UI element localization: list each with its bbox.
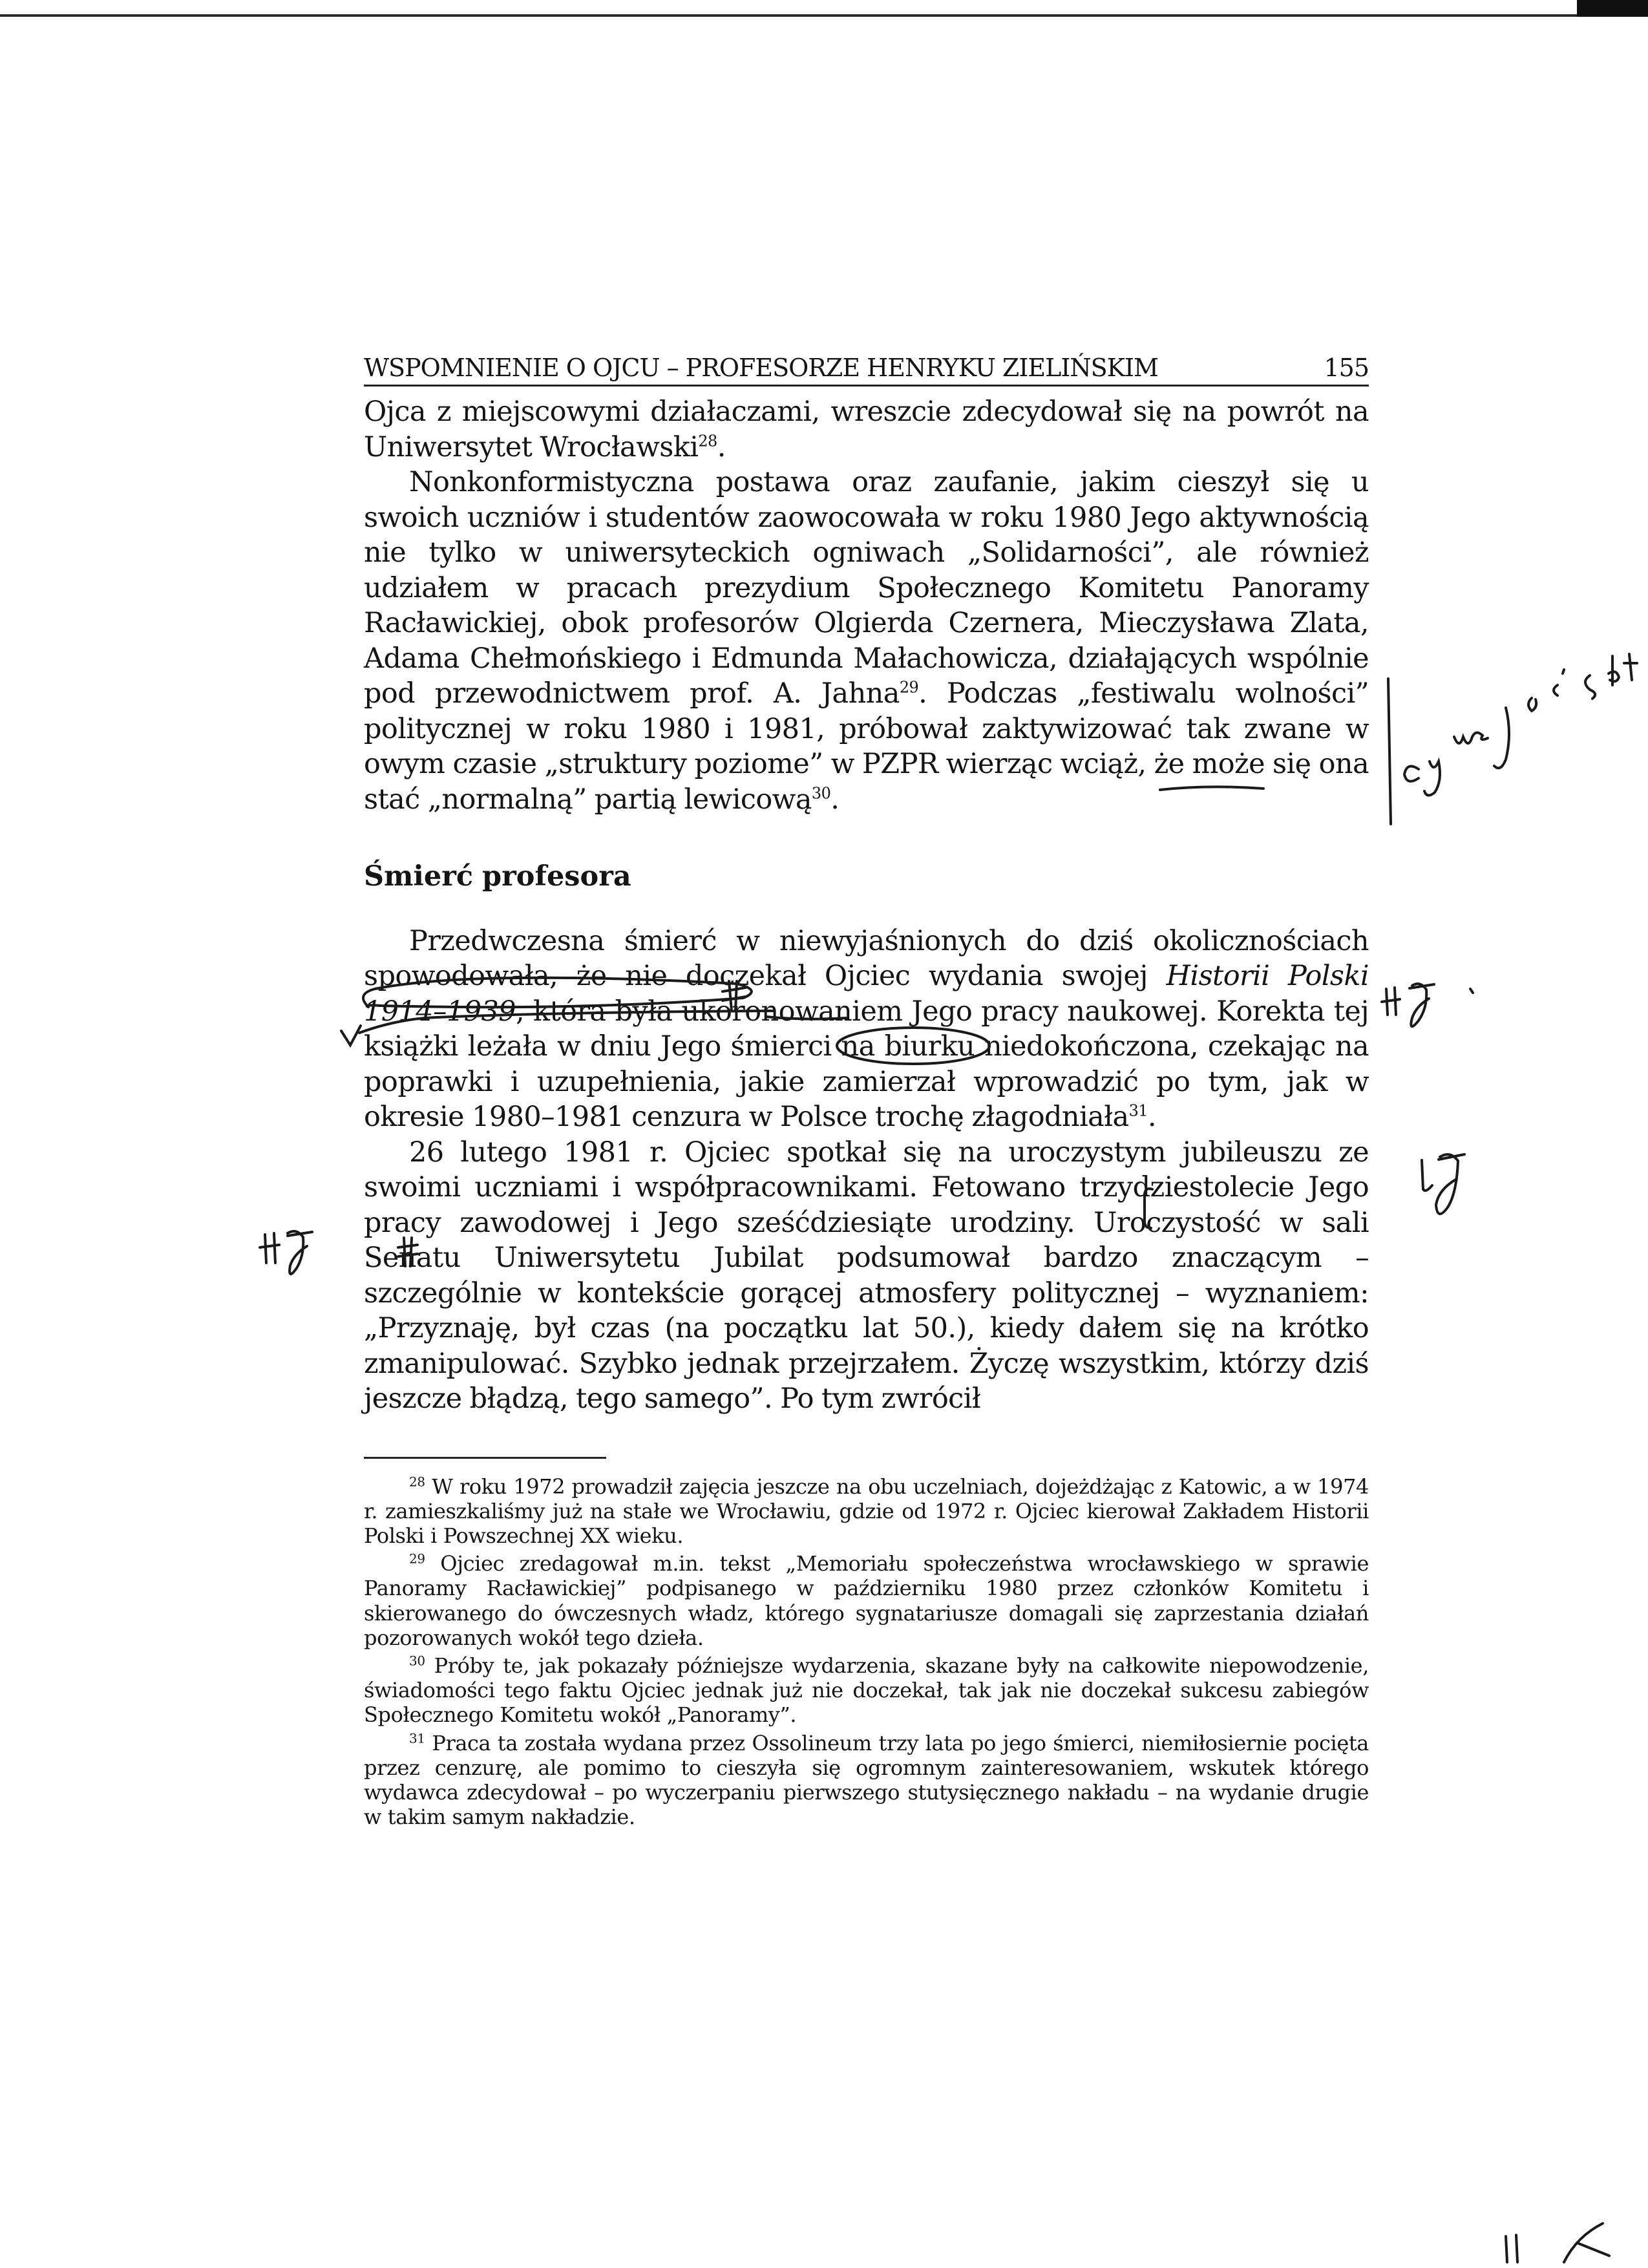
footnote-31 [364, 1731, 1369, 1830]
footnote-text: Próby te, jak pokazały późniejsze wydarzenia, skazane były na całkowite niepowodzenie, świadomości tego faktu Ojciec jednak już nie doczekał, tak jak nie doczekał sukcesu zabiegów Społecznego Komitetu wokół „Panoramy”. [364, 1653, 1369, 1728]
scan-top-right-shadow [1577, 0, 1648, 17]
margin-mark-j-right [1422, 1154, 1464, 1214]
paragraph-4: 26 lutego 1981 r. Ojciec spotkał się na uroczystym jubileuszu ze swoimi uczniami i współpracownikami. Fetowano trzydziestolecie Jego pracy zawodowej i Jego sześćdziesiąte urodziny. Uroczystość w sali Senatu Uniwersytetu Jubilat podsumował bardzo znaczącym – szczególnie w kontekście gorącej atmosfery politycznej – wyznaniem: „Przyznaję, był czas (na początku lat 50.), kiedy dałem się na krótko zmanipulować. Szybko jednak przejrzałem. Życzę wszystkim, którzy dziś jeszcze błądzą, tego samego”. Po tym zwrócił [364, 1136, 1369, 1415]
paragraph-2-text-a: Nonkonformistyczna postawa oraz zaufanie, jakim cieszył się u swoich uczniów i studentów zaowocowała w roku 1980 Jego aktywnością nie tylko w uniwersyteckich ogniwach „Solidarności”, ale również udziałem w pracach prezydium Społecznego Komitetu Panoramy Racławickiej, obok profesorów Olgierda Czernera, Mieczysława Zlata, Adama Chełmońskiego i Edmunda Małachowicza, działających wspólnie pod przewodnictwem prof. A. Jahna [364, 466, 1369, 710]
scan-top-edge-line [0, 14, 1648, 17]
footnote-number: 30 [409, 1653, 425, 1669]
paragraph-3-text-b: , która była ukoronowaniem Jego pracy naukowej. Korekta tej książki leżała w dniu Jego śmierci na biurku niedokończona, czekając na poprawki i uzupełnienia, jakie zamierzał wprowadzić po tym, jak w okresie 1980–1981 cenzura w Polsce trochę złagodniała [364, 995, 1369, 1133]
footnote-separator [364, 1457, 606, 1459]
paragraph-3-text-a: Przedwczesna śmierć w niewyjaśnionych do dziś okolicznościach spowodowała, że nie doczekał Ojciec wydania swojej [364, 924, 1369, 992]
paragraph-1 [364, 394, 1369, 465]
footnote-number: 28 [409, 1473, 425, 1489]
footnote-number: 31 [409, 1730, 425, 1746]
footnote-29 [364, 1551, 1369, 1650]
margin-mark-hj-right [1382, 984, 1473, 1026]
page-number: 155 [1324, 354, 1369, 382]
footnote-ref-29: 29 [899, 678, 919, 697]
paragraph-2 [364, 465, 1369, 817]
footnote-28 [364, 1474, 1369, 1549]
main-text [364, 394, 1369, 1417]
corner-scribble [1506, 2223, 1609, 2262]
footnote-30 [364, 1653, 1369, 1728]
footnote-ref-31: 31 [1128, 1101, 1148, 1120]
running-title: WSPOMNIENIE O OJCU – PROFESORZE HENRYKU ZIELIŃSKIM [364, 354, 1158, 382]
paragraph-1-end: . [717, 430, 726, 463]
footnote-ref-30: 30 [811, 784, 831, 803]
running-header [364, 346, 1369, 387]
section-title: Śmierć profesora [364, 860, 631, 893]
footnote-text: Praca ta została wydana przez Ossolineum trzy lata po jego śmierci, niemiłosiernie pocięta przez cenzurę, ale pomimo to cieszyła się ogromnym zainteresowaniem, wskutek którego wydawca zdecydował – po wyczerpaniu pierwszego stutysięcznego nakładu – na wydanie drugie w takim samym nakładzie. [364, 1730, 1369, 1830]
footnote-text: Ojciec zredagował m.in. tekst „Memoriału społeczeństwa wrocławskiego w sprawie Panoramy Racławickiej” podpisanego w październiku 1980 przez członków Komitetu i skierowanego do ówczesnych władz, którego sygnatariusze domagali się zaprzestania działań pozorowanych wokół tego dzieła. [364, 1551, 1369, 1650]
paragraph-1-text: Ojca z miejscowymi działaczami, wreszcie zdecydował się na powrót na Uniwersytet Wrocławski [364, 396, 1369, 463]
footnote-text: W roku 1972 prowadził zajęcia jeszcze na obu uczelniach, dojeżdżając z Katowic, a w 1974 r. zamieszkaliśmy już na stałe we Wrocławiu, gdzie od 1972 r. Ojciec kierował Zakładem Historii Polski i Powszechnej XX wieku. [364, 1474, 1369, 1548]
book-title: Historii Polski 1914–1939 [364, 960, 1369, 1028]
paragraph-3-end: . [1147, 1101, 1156, 1133]
margin-bar [1388, 679, 1391, 824]
footnote-ref-28: 28 [698, 432, 717, 450]
margin-mark-hj-left [260, 1231, 312, 1274]
footnote-number: 29 [409, 1551, 425, 1567]
book-page [364, 346, 1369, 1832]
paragraph-2-text-b: . Podczas „festiwalu wolności” politycznej w roku 1980 i 1981, próbował zaktywizować tak zwane w owym czasie „struktury poziome” w PZPR wierząc wciąż, że może się ona stać „normalną” partią lewicową [364, 677, 1369, 816]
paragraph-3 [364, 924, 1369, 1135]
footnotes [364, 1474, 1369, 1830]
margin-note-czy-wyrzucic-skrot [1404, 654, 1637, 796]
paragraph-2-end: . [830, 783, 840, 816]
